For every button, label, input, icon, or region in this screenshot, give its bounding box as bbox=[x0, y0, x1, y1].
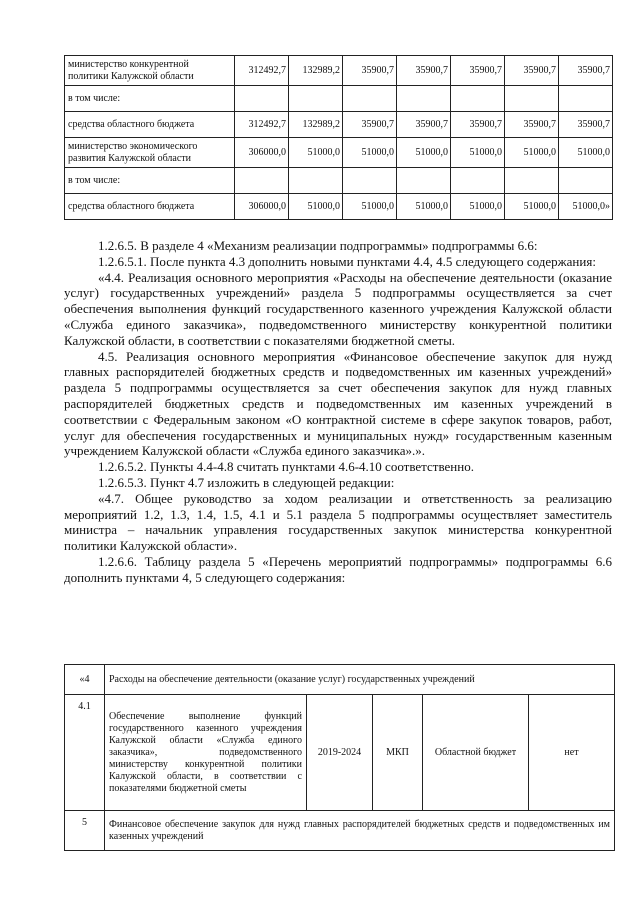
paragraph-1-2-6-5: 1.2.6.5. В разделе 4 «Механизм реализации подпрограммы» подпрограммы 6.6: bbox=[98, 238, 538, 253]
value-cell bbox=[505, 86, 559, 112]
table-row bbox=[65, 665, 615, 695]
value-cell bbox=[235, 86, 289, 112]
document-body bbox=[64, 238, 612, 586]
value-cell bbox=[559, 86, 613, 112]
period-cell: 2019-2024 bbox=[307, 695, 373, 811]
row-label: в том числе: bbox=[65, 86, 235, 112]
row-label: министерство конкурентной политики Калужской области bbox=[65, 56, 235, 86]
value-cell bbox=[343, 86, 397, 112]
value-cell: 51000,0 bbox=[505, 194, 559, 220]
row-label: министерство экономического развития Калужской области bbox=[65, 138, 235, 168]
paragraph-1-2-6-5-2: 1.2.6.5.2. Пункты 4.4-4.8 считать пунктами 4.6-4.10 соответственно. bbox=[98, 459, 474, 475]
value-cell: 35900,7 bbox=[559, 56, 613, 86]
table-row bbox=[65, 112, 613, 138]
value-cell: 35900,7 bbox=[451, 112, 505, 138]
value-cell bbox=[289, 168, 343, 194]
value-cell: 35900,7 bbox=[505, 56, 559, 86]
value-cell: 312492,7 bbox=[235, 56, 289, 86]
value-cell bbox=[451, 86, 505, 112]
measure-title: Расходы на обеспечение деятельности (оказание услуг) государственных учреждений bbox=[105, 665, 615, 695]
value-cell: 35900,7 bbox=[343, 56, 397, 86]
value-cell: 132989,2 bbox=[289, 56, 343, 86]
value-cell: 51000,0 bbox=[289, 138, 343, 168]
row-number: 4.1 bbox=[65, 695, 105, 811]
value-cell bbox=[505, 168, 559, 194]
value-cell: 51000,0 bbox=[397, 138, 451, 168]
paragraph-1-2-6-5-1: 1.2.6.5.1. После пункта 4.3 дополнить новыми пунктами 4.4, 4.5 следующего содержания: bbox=[98, 253, 596, 269]
paragraph-4-7: «4.7. Общее руководство за ходом реализации и ответственность за реализацию мероприятий 1.2, 1.3, 1.4, 1.5, 4.1 и 5.1 раздела 5 подпрограммы осуществляет заместитель министра – начальник управления государственных закупок министерства конкурентной политики Калужской области». bbox=[64, 490, 612, 554]
value-cell: 51000,0» bbox=[559, 194, 613, 220]
value-cell bbox=[289, 86, 343, 112]
table-row bbox=[65, 695, 615, 811]
value-cell: 306000,0 bbox=[235, 138, 289, 168]
funding-source-cell: Областной бюджет bbox=[423, 695, 529, 811]
amount-cell: нет bbox=[529, 695, 615, 811]
measure-description: Обеспечение выполнение функций государственного казенного учреждения Калужской области «Служба единого заказчика», подведомственного министерству конкурентной политики Калужской области, в соответствии с показателями бюджетной сметы bbox=[105, 695, 307, 811]
table-row bbox=[65, 56, 613, 86]
value-cell: 51000,0 bbox=[505, 138, 559, 168]
table-row bbox=[65, 138, 613, 168]
value-cell bbox=[397, 168, 451, 194]
row-number: 5 bbox=[65, 811, 105, 851]
value-cell bbox=[343, 168, 397, 194]
value-cell: 51000,0 bbox=[451, 194, 505, 220]
value-cell: 35900,7 bbox=[451, 56, 505, 86]
value-cell: 51000,0 bbox=[343, 194, 397, 220]
measure-title: Финансовое обеспечение закупок для нужд главных распорядителей бюджетных средств и подведомственных им казенных учреждений bbox=[105, 811, 615, 851]
measures-table bbox=[64, 664, 615, 851]
value-cell: 51000,0 bbox=[559, 138, 613, 168]
paragraph-1-2-6-6: 1.2.6.6. Таблицу раздела 5 «Перечень мероприятий подпрограммы» подпрограммы 6.6 дополнить пунктами 4, 5 следующего содержания: bbox=[64, 553, 612, 585]
row-label: в том числе: bbox=[65, 168, 235, 194]
row-label: средства областного бюджета bbox=[65, 112, 235, 138]
value-cell: 35900,7 bbox=[505, 112, 559, 138]
table-row bbox=[65, 194, 613, 220]
value-cell: 51000,0 bbox=[451, 138, 505, 168]
table-row bbox=[65, 811, 615, 851]
executor-cell: МКП bbox=[373, 695, 423, 811]
value-cell: 35900,7 bbox=[559, 112, 613, 138]
table-row bbox=[65, 168, 613, 194]
value-cell: 51000,0 bbox=[397, 194, 451, 220]
row-number: «4 bbox=[65, 665, 105, 695]
paragraph-4-5: 4.5. Реализация основного мероприятия «Финансовое обеспечение закупок для нужд главных распорядителей бюджетных средств и подведомственных им казенных учреждений» раздела 5 подпрограммы осуществляется за счет обеспечения закупок для нужд главных распорядителей бюджетных средств и подведомственных им казенных учреждений в соответствии с Федеральным законом «О контрактной системе в сфере закупок товаров, работ, услуг для обеспечения государственных и муниципальных нужд» государственным казенным учреждением Калужской области «Служба единого заказчика».». bbox=[64, 348, 612, 459]
funding-table bbox=[64, 55, 613, 220]
value-cell: 35900,7 bbox=[343, 112, 397, 138]
paragraph-4-4: «4.4. Реализация основного мероприятия «Расходы на обеспечение деятельности (оказание услуг) государственных учреждений» раздела 5 подпрограммы осуществляется за счет обеспечения выполнения функций государственного казенного учреждения Калужской области «Служба единого заказчика», подведомственного министерству конкурентной политики Калужской области, в соответствии с показателями бюджетной сметы. bbox=[64, 269, 612, 348]
value-cell: 132989,2 bbox=[289, 112, 343, 138]
row-label: средства областного бюджета bbox=[65, 194, 235, 220]
value-cell: 306000,0 bbox=[235, 194, 289, 220]
value-cell: 51000,0 bbox=[289, 194, 343, 220]
table-row bbox=[65, 86, 613, 112]
value-cell bbox=[397, 86, 451, 112]
value-cell: 35900,7 bbox=[397, 56, 451, 86]
value-cell bbox=[451, 168, 505, 194]
value-cell: 312492,7 bbox=[235, 112, 289, 138]
value-cell: 51000,0 bbox=[343, 138, 397, 168]
value-cell bbox=[559, 168, 613, 194]
paragraph-1-2-6-5-3: 1.2.6.5.3. Пункт 4.7 изложить в следующей редакции: bbox=[98, 474, 395, 490]
value-cell bbox=[235, 168, 289, 194]
value-cell: 35900,7 bbox=[397, 112, 451, 138]
